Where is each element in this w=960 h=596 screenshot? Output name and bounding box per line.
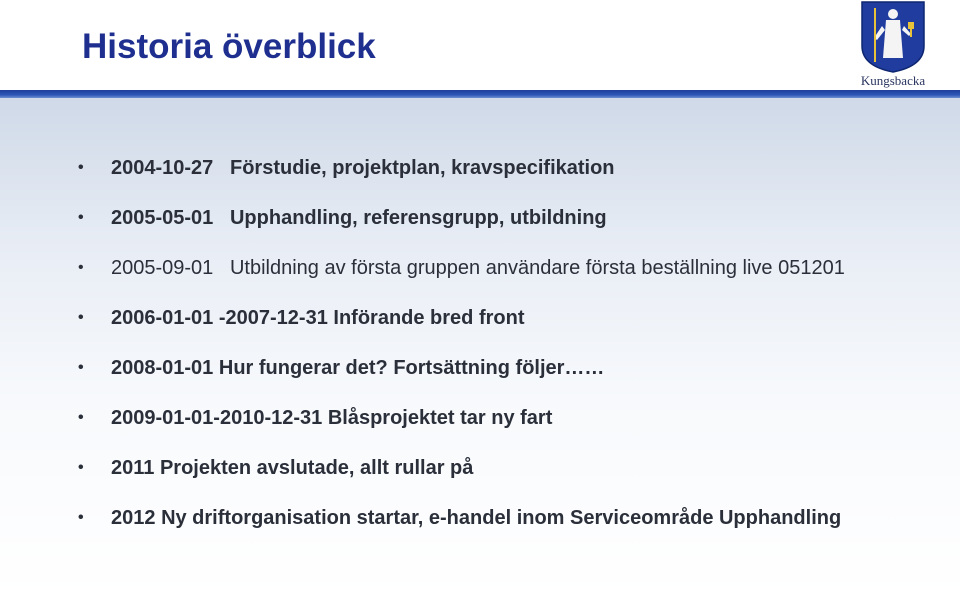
bullet-icon: • [78,359,84,376]
item-date: 2009-01-01-2010-12-31 [111,407,323,429]
item-date: 2006-01-01 -2007-12-31 [111,307,328,329]
bullet-icon: • [78,459,84,476]
history-list [78,153,938,533]
page-title: Historia överblick [82,27,376,66]
list-item [78,453,938,483]
bullet-icon: • [78,409,84,426]
bullet-icon: • [78,509,84,526]
item-date: 2005-05-01 [111,207,214,229]
item-date: 2004-10-27 [111,157,214,179]
item-text: Utbildning av första gruppen användare första beställning live 051201 [229,257,845,279]
bullet-icon: • [78,209,84,226]
bullet-icon: • [78,309,84,326]
list-item [78,503,938,533]
item-date: 2008-01-01 [111,357,214,379]
item-date: 2011 [111,457,155,479]
list-item [78,153,938,183]
kungsbacka-logo [848,0,938,90]
item-text: Blåsprojektet tar ny fart [327,407,553,429]
list-item [78,303,938,333]
logo-wordmark: Kungsbacka [860,73,926,88]
item-text: Införande bred front [333,307,525,329]
coat-of-arms-icon [848,0,938,74]
header-rule [0,90,960,98]
bullet-icon: • [78,259,84,276]
item-text: Förstudie, projektplan, kravspecifikation [229,157,615,179]
item-text: Upphandling, referensgrupp, utbildning [229,207,607,229]
item-date: 2005-09-01 [111,257,214,279]
list-item [78,253,938,283]
item-text: Ny driftorganisation startar, e-handel inom Serviceområde Upphandling [161,507,842,529]
item-text: Projekten avslutade, allt rullar på [159,457,474,479]
list-item [78,353,938,383]
item-date: 2012 [111,507,156,529]
item-text: Hur fungerar det? Fortsättning följer…… [218,357,605,379]
list-item [78,403,938,433]
bullet-icon: • [78,159,84,176]
list-item [78,203,938,233]
